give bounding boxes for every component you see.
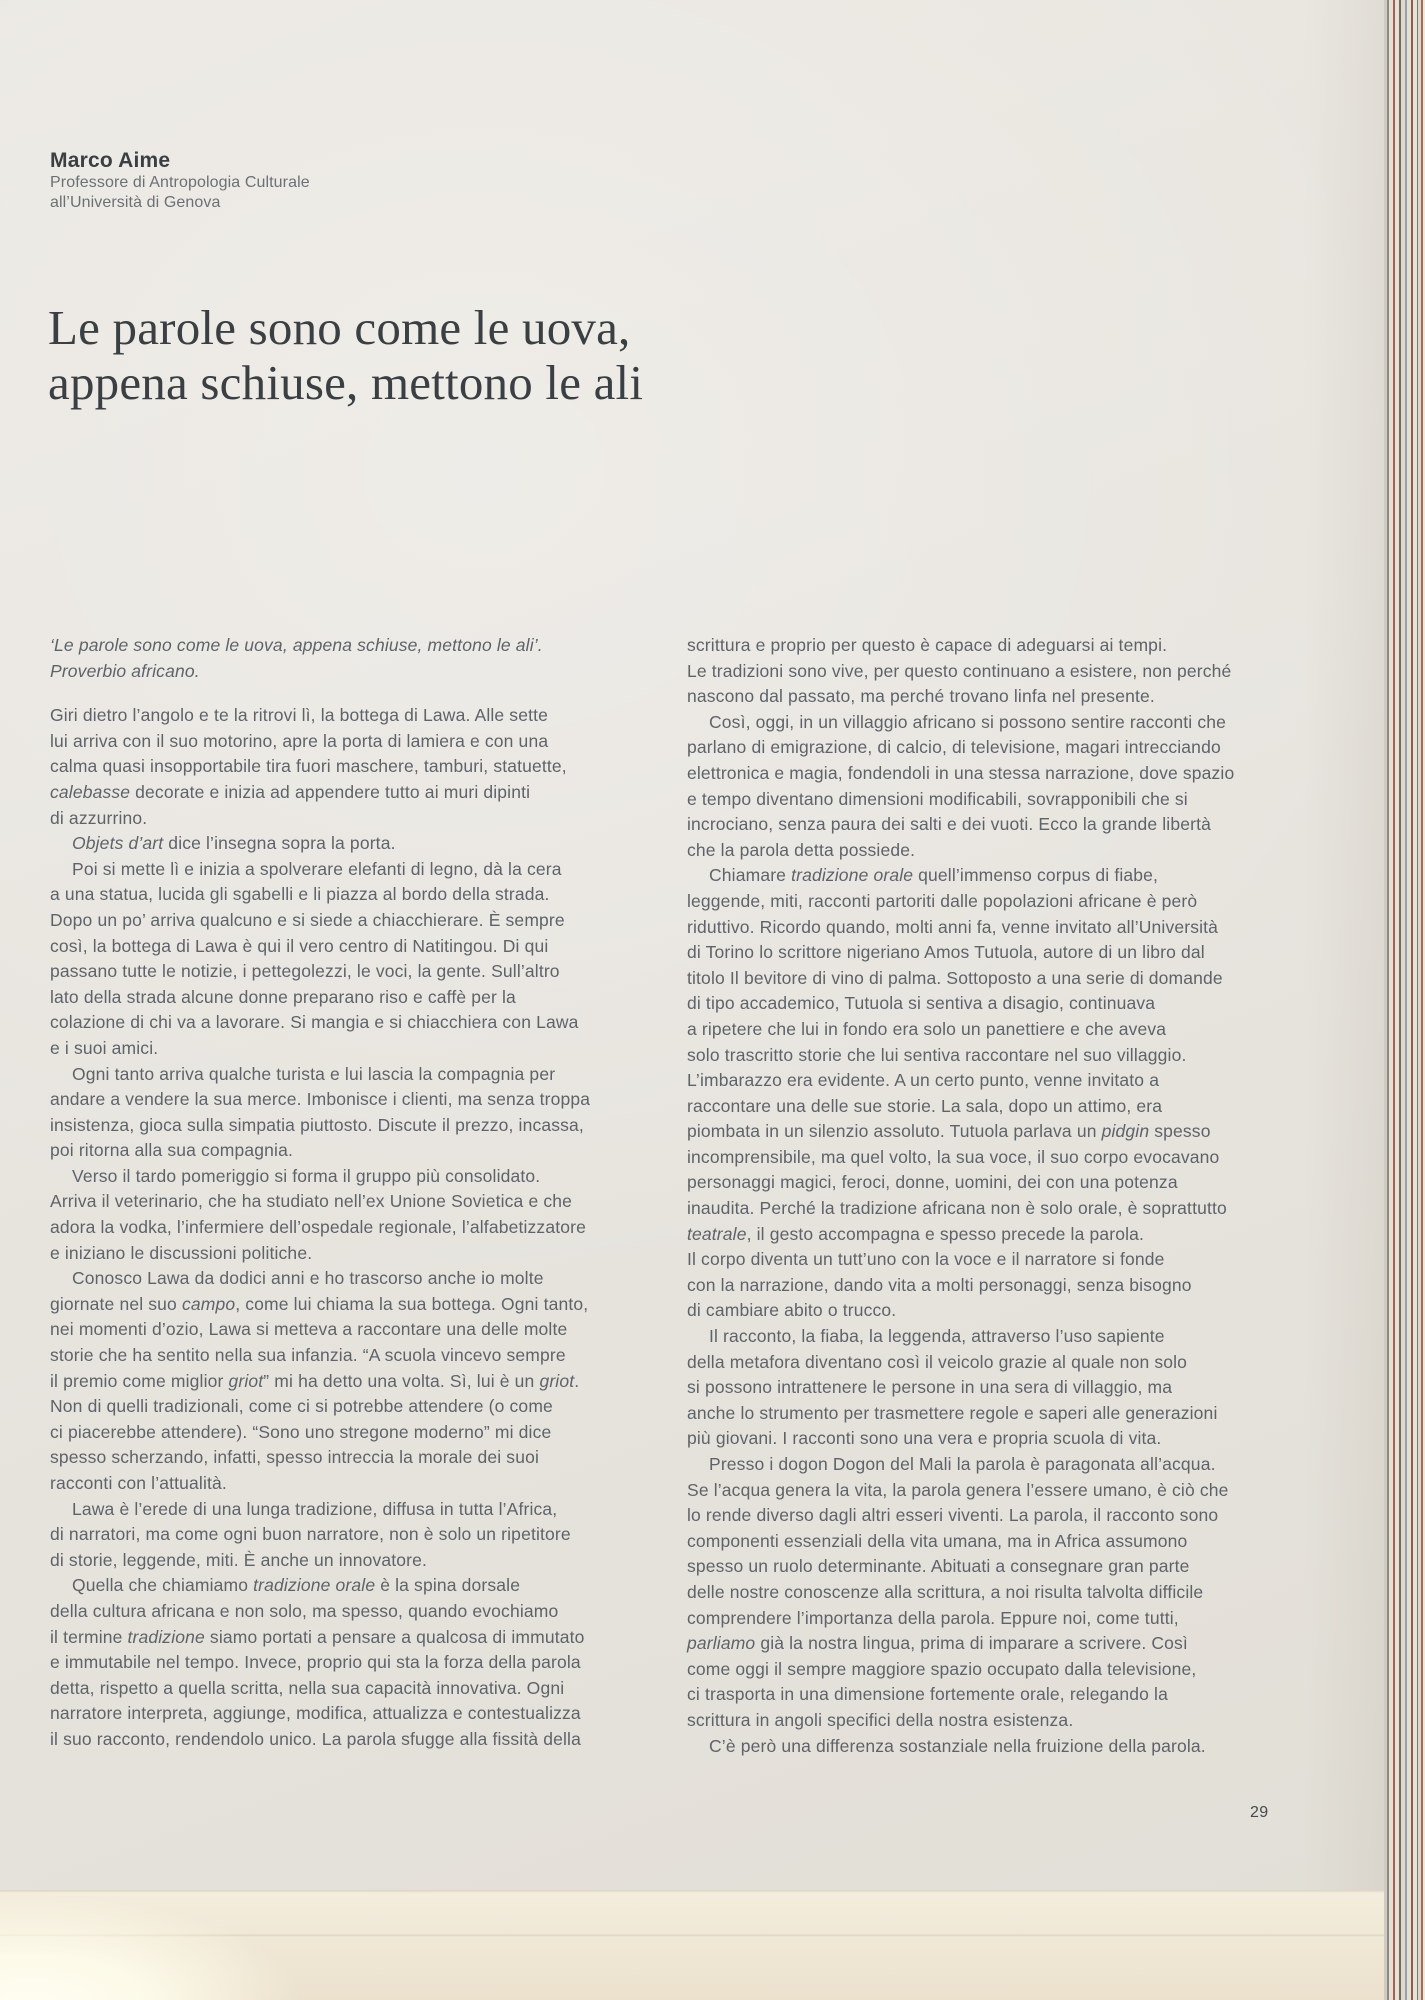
text-line: Il corpo diventa un tutt’uno con la voce e il narratore si fonde (687, 1249, 1165, 1270)
text-line: piombata in un silenzio assoluto. Tutuola parlava un pidgin spesso (687, 1121, 1211, 1142)
text-line: di tipo accademico, Tutuola si sentiva a disagio, continuava (687, 993, 1156, 1014)
text-line: di narratori, ma come ogni buon narratore, non è solo un ripetitore (50, 1524, 571, 1545)
text-line: ci trasporta in una dimensione fortemente orale, relegando la (687, 1684, 1168, 1705)
text-line: passano tutte le notizie, i pettegolezzi, le voci, la gente. Sull’altro (50, 961, 560, 982)
text-line: con la narrazione, dando vita a molti personaggi, senza bisogno (687, 1274, 1192, 1295)
text-line: Non di quelli tradizionali, come ci si potrebbe attendere (o come (50, 1396, 553, 1417)
text-line: di cambiare abito o trucco. (687, 1300, 897, 1321)
text-line: Objets d’art dice l’insegna sopra la porta. (72, 833, 396, 854)
text-line: Chiamare tradizione orale quell’immenso corpus di fiabe, (709, 865, 1159, 886)
text-line: e immutabile nel tempo. Invece, proprio qui sta la forza della parola (50, 1652, 581, 1673)
text-line: nascono dal passato, ma perché trovano linfa nel presente. (687, 686, 1155, 707)
text-line: raccontare una delle sue storie. La sala, dopo un attimo, era (687, 1095, 1163, 1116)
text-line: Ogni tanto arriva qualche turista e lui lascia la compagnia per (72, 1063, 556, 1084)
body-text-left (50, 703, 665, 1752)
text-line: colazione di chi va a lavorare. Si mangia e si chiacchiera con Lawa (50, 1012, 579, 1033)
text-line: il premio come miglior griot” mi ha detto una volta. Sì, lui è un griot. (50, 1370, 580, 1391)
text-line: Lawa è l’erede di una lunga tradizione, diffusa in tutta l’Africa, (72, 1498, 558, 1519)
text-line: delle nostre conoscenze alla scrittura, a noi risulta talvolta difficile (687, 1581, 1204, 1602)
text-line: a ripetere che lui in fondo era solo un panettiere e che aveva (687, 1018, 1167, 1039)
book-page-stack-bottom-edge (0, 1890, 1384, 2000)
text-line: che la parola detta possiede. (687, 839, 916, 860)
author-block (50, 148, 310, 213)
text-line: scrittura e proprio per questo è capace di adeguarsi ai tempi. (687, 635, 1168, 655)
text-line: leggende, miti, racconti partoriti dalle popolazioni africane è però (687, 890, 1198, 911)
text-line: il termine tradizione siamo portati a pensare a qualcosa di immutato (50, 1626, 585, 1647)
text-line: il suo racconto, rendendolo unico. La parola sfugge alla fissità della (50, 1728, 581, 1749)
text-line: si possono intrattenere le persone in una sera di villaggio, ma (687, 1377, 1173, 1398)
text-line: detta, rispetto a quella scritta, nella sua capacità innovativa. Ogni (50, 1677, 565, 1698)
text-line: Il racconto, la fiaba, la leggenda, attraverso l’uso sapiente (709, 1326, 1165, 1347)
text-line: giornate nel suo campo, come lui chiama la sua bottega. Ogni tanto, (50, 1293, 589, 1314)
text-line: comprendere l’importanza della parola. Eppure noi, come tutti, (687, 1607, 1179, 1628)
text-line: a una statua, lucida gli sgabelli e li piazza al bordo della strada. (50, 884, 550, 905)
text-line: titolo Il bevitore di vino di palma. Sottoposto a una serie di domande (687, 967, 1223, 988)
text-line: riduttivo. Ricordo quando, molti anni fa, venne invitato all’Università (687, 916, 1219, 937)
text-line: della cultura africana e non solo, ma spesso, quando evochiamo (50, 1600, 559, 1621)
text-line: di storie, leggende, miti. È anche un innovatore. (50, 1549, 428, 1570)
text-line: Conosco Lawa da dodici anni e ho trascorso anche io molte (72, 1268, 544, 1289)
text-line: anche lo strumento per trasmettere regole e saperi alle generazioni (687, 1402, 1218, 1423)
text-line: di azzurrino. (50, 807, 148, 828)
text-line: Se l’acqua genera la vita, la parola genera l’essere umano, è ciò che (687, 1479, 1229, 1500)
text-line: della metafora diventano così il veicolo grazie al quale non solo (687, 1351, 1188, 1372)
author-name: Marco Aime (50, 149, 171, 172)
text-line: inaudita. Perché la tradizione africana non è solo orale, è soprattutto (687, 1198, 1227, 1219)
text-line: Arriva il veterinario, che ha studiato nell’ex Unione Sovietica e che (50, 1191, 573, 1212)
text-line: elettronica e magia, fondendoli in una stessa narrazione, dove spazio (687, 762, 1235, 783)
text-line: insistenza, gioca sulla simpatia piuttosto. Discute il prezzo, incassa, (50, 1114, 584, 1135)
article-title-line-1: Le parole sono come le uova, (48, 300, 631, 355)
text-line: ci piacerebbe attendere). “Sono uno stregone moderno” mi dice (50, 1421, 552, 1442)
author-role-line-1: Professore di Antropologia Culturale (50, 174, 310, 191)
text-line: componenti essenziali della vita umana, ma in Africa assumono (687, 1530, 1188, 1551)
text-line: Giri dietro l’angolo e te la ritrovi lì, la bottega di Lawa. Alle sette (50, 705, 548, 726)
text-line: più giovani. I racconti sono una vera e propria scuola di vita. (687, 1428, 1162, 1449)
text-line: solo trascritto storie che lui sentiva raccontare nel suo villaggio. (687, 1044, 1187, 1065)
text-line: calma quasi insopportabile tira fuori maschere, tamburi, statuette, (50, 756, 567, 777)
text-line: spesso scherzando, infatti, spesso intreccia la morale dei suoi (50, 1447, 539, 1468)
text-line: e tempo diventano dimensioni modificabili, sovrapponibili che si (687, 788, 1188, 809)
text-line: Quella che chiamiamo tradizione orale è la spina dorsale (72, 1575, 521, 1596)
text-line: parliamo già la nostra lingua, prima di imparare a scrivere. Così (687, 1633, 1188, 1654)
text-line: e iniziano le discussioni politiche. (50, 1242, 313, 1263)
text-line: poi ritorna alla sua compagnia. (50, 1140, 293, 1161)
epigraph (50, 633, 665, 684)
text-line: L’imbarazzo era evidente. A un certo punto, venne invitato a (687, 1070, 1160, 1091)
text-line: lato della strada alcune donne preparano riso e caffè per la (50, 986, 516, 1007)
text-line: di Torino lo scrittore nigeriano Amos Tutuola, autore di un libro dal (687, 942, 1205, 963)
text-line: narratore interpreta, aggiunge, modifica, attualizza e contestualizza (50, 1703, 581, 1724)
text-line: adora la vodka, l’infermiere dell’ospedale regionale, l’alfabetizzatore (50, 1217, 586, 1238)
author-role-line-2: all’Università di Genova (50, 194, 221, 211)
text-line: parlano di emigrazione, di calcio, di televisione, magari intrecciando (687, 737, 1221, 758)
text-line: Le tradizioni sono vive, per questo continuano a esistere, non perché (687, 660, 1232, 681)
text-line: scrittura in angoli specifici della nostra esistenza. (687, 1709, 1074, 1730)
text-line: come oggi il sempre maggiore spazio occupato dalla televisione, (687, 1658, 1197, 1679)
text-line: Presso i dogon Dogon del Mali la parola è paragonata all’acqua. (709, 1454, 1216, 1474)
text-line: lui arriva con il suo motorino, apre la porta di lamiera e con una (50, 730, 549, 751)
body-text-right (687, 633, 1327, 1759)
page-number: 29 (1250, 1804, 1269, 1821)
text-line: nei momenti d’ozio, Lawa si metteva a raccontare una delle molte (50, 1319, 568, 1340)
text-line: teatrale, il gesto accompagna e spesso precede la parola. (687, 1223, 1145, 1244)
text-line: Così, oggi, in un villaggio africano si possono sentire racconti che (709, 711, 1227, 732)
text-line: racconti con l’attualità. (50, 1473, 227, 1493)
article-title-line-2: appena schiuse, mettono le ali (48, 355, 644, 410)
text-line: Verso il tardo pomeriggio si forma il gruppo più consolidato. (72, 1165, 541, 1186)
text-line: calebasse decorate e inizia ad appendere tutto ai muri dipinti (50, 781, 531, 802)
text-line: Dopo un po’ arriva qualcuno e si siede a chiacchierare. È sempre (50, 909, 565, 930)
text-line: così, la bottega di Lawa è qui il vero centro di Natitingou. Di qui (50, 935, 549, 956)
text-line: ‘Le parole sono come le uova, appena schiuse, mettono le ali’. (50, 635, 543, 655)
text-line: e i suoi amici. (50, 1037, 159, 1058)
text-line: Poi si mette lì e inizia a spolverare elefanti di legno, dà la cera (72, 858, 562, 879)
text-line: spesso un ruolo determinante. Abituati a consegnare gran parte (687, 1556, 1190, 1577)
text-line: incrociano, senza paura dei salti e dei vuoti. Ecco la grande libertà (687, 814, 1211, 835)
column-left (50, 633, 665, 1753)
text-line: incomprensibile, ma quel volto, la sua voce, il suo corpo evocavano (687, 1146, 1220, 1167)
article-title (48, 300, 643, 410)
text-line: storie che ha sentito nella sua infanzia. “A scuola vincevo sempre (50, 1345, 566, 1366)
text-line: Proverbio africano. (50, 660, 200, 681)
book-page-stack-right-edge (1384, 0, 1425, 2000)
column-right (687, 633, 1327, 1759)
text-line: C’è però una differenza sostanziale nella fruizione della parola. (709, 1735, 1206, 1756)
text-line: andare a vendere la sua merce. Imbonisce i clienti, ma senza troppa (50, 1089, 591, 1110)
text-line: personaggi magici, feroci, donne, uomini, dei con una potenza (687, 1172, 1178, 1193)
text-line: lo rende diverso dagli altri esseri viventi. La parola, il racconto sono (687, 1505, 1219, 1526)
